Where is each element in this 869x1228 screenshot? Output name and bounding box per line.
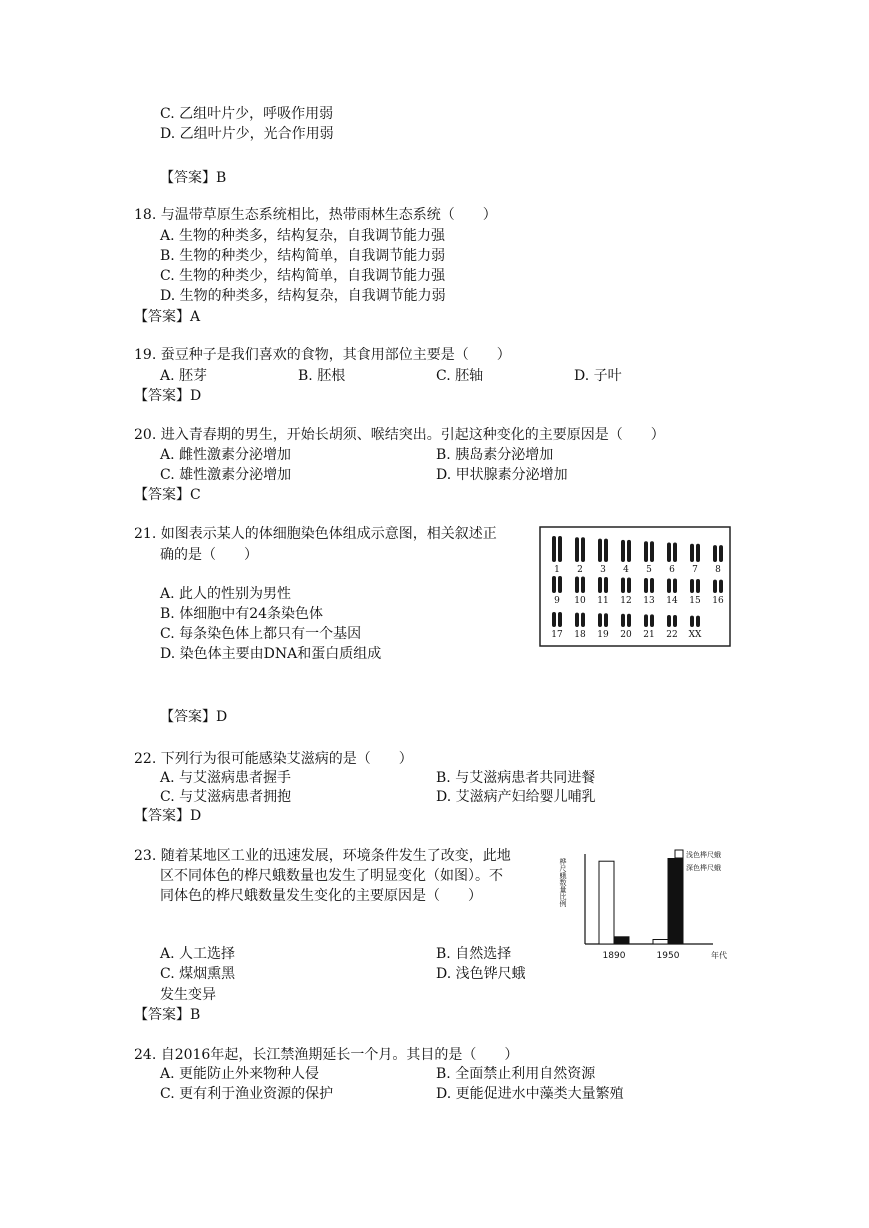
- q23-option-c: C. 煤烟熏黑: [160, 966, 236, 982]
- chromosome-label: 15: [689, 596, 701, 606]
- q18-option-b: B. 生物的种类少，结构简单，自我调节能力弱: [160, 248, 446, 264]
- q20-option-a: A. 雌性激素分泌增加: [160, 447, 292, 463]
- question-23-stem-line1: 23. 随着某地区工业的迅速发展，环境条件发生了改变，此地: [134, 848, 511, 864]
- q22-answer: 【答案】D: [134, 808, 202, 824]
- q18-option-d: D. 生物的种类多，结构复杂，自我调节能力弱: [160, 288, 446, 304]
- q24-option-a: A. 更能防止外来物种人侵: [160, 1066, 320, 1082]
- question-23-stem-line3: 同体色的桦尺蛾数量发生变化的主要原因是（ ）: [160, 888, 482, 904]
- answer: 【答案】B: [160, 170, 227, 186]
- q21-option-d: D. 染色体主要由DNA和蛋白质组成: [160, 646, 382, 662]
- q24-option-b: B. 全面禁止利用自然资源: [436, 1066, 596, 1082]
- question-18-stem: 18. 与温带草原生态系统相比，热带雨林生态系统（ ）: [134, 207, 497, 223]
- q19-option-a: A. 胚芽: [160, 368, 208, 384]
- q21-option-b: B. 体细胞中有24条染色体: [160, 606, 324, 622]
- chromosome-label: 18: [574, 630, 586, 640]
- q18-option-c: C. 生物的种类少，结构简单，自我调节能力强: [160, 268, 446, 284]
- chromosome-label: 17: [551, 630, 563, 640]
- chromosome-label: 12: [620, 596, 632, 606]
- chromosome-label: 8: [715, 565, 721, 575]
- q20-option-c: C. 雄性激素分泌增加: [160, 467, 292, 483]
- q22-option-b: B. 与艾滋病患者共同进餐: [436, 770, 596, 786]
- chromosome-label: 21: [643, 630, 655, 640]
- bar-1950-series-0: [653, 940, 668, 945]
- question-23-stem-line2: 区不同体色的桦尺蛾数量也发生了明显变化（如图）。不: [160, 868, 503, 884]
- q18-option-a: A. 生物的种类多，结构复杂，自我调节能力强: [160, 228, 446, 244]
- q18-answer: 【答案】A: [134, 309, 201, 325]
- q20-option-d: D. 甲状腺素分泌增加: [436, 467, 568, 483]
- chromosome-label: 14: [666, 596, 678, 606]
- q23-option-a: A. 人工选择: [160, 946, 236, 962]
- legend-label-1: 深色桦尺蛾: [686, 864, 721, 872]
- q22-option-a: A. 与艾滋病患者握手: [160, 770, 292, 786]
- q22-option-c: C. 与艾滋病患者拥抱: [160, 789, 292, 805]
- legend-label-0: 浅色桦尺蛾: [686, 851, 721, 859]
- question-19-stem: 19. 蚕豆种子是我们喜欢的食物，其食用部位主要是（ ）: [134, 347, 511, 363]
- bar-1890-series-0: [599, 861, 614, 944]
- q21-answer: 【答案】D: [160, 709, 228, 725]
- bar-1890-series-1: [614, 937, 629, 944]
- chromosome-label: 13: [643, 596, 655, 606]
- q21-option-a: A. 此人的性别为男性: [160, 586, 292, 602]
- chromosome-label: 5: [646, 565, 652, 575]
- chromosome-label: 7: [692, 565, 698, 575]
- x-tick-label: 1890: [602, 951, 626, 961]
- chromosome-label: XX: [688, 630, 702, 640]
- chromosome-label: 19: [597, 630, 609, 640]
- question-21-stem-line1: 21. 如图表示某人的体细胞染色体组成示意图，相关叙述正: [134, 526, 497, 542]
- q24-option-d: D. 更能促进水中藻类大量繁殖: [436, 1086, 624, 1102]
- chromosome-label: 1: [554, 565, 560, 575]
- x-axis-label: 年代: [711, 951, 727, 960]
- question-21-stem-line2: 确的是（ ）: [160, 547, 258, 563]
- moth-bar-chart: [555, 846, 735, 970]
- q20-option-b: B. 胰岛素分泌增加: [436, 447, 554, 463]
- q23-option-b: B. 自然选择: [436, 946, 512, 962]
- q19-answer: 【答案】D: [134, 388, 202, 404]
- question-20-stem: 20. 进入青春期的男生，开始长胡须、喉结突出。引起这种变化的主要原因是（ ）: [134, 427, 665, 443]
- q19-option-b: B. 胚根: [298, 368, 346, 384]
- question-22-stem: 22. 下列行为很可能感染艾滋病的是（ ）: [134, 751, 413, 767]
- chromosome-label: 10: [574, 596, 586, 606]
- q19-option-d: D. 子叶: [574, 368, 622, 384]
- chromosome-label: 22: [666, 630, 678, 640]
- x-tick-label: 1950: [656, 951, 680, 961]
- chromosome-label: 20: [620, 630, 632, 640]
- q21-option-c: C. 每条染色体上都只有一个基因: [160, 626, 362, 642]
- q22-option-d: D. 艾滋病产妇给婴儿哺乳: [436, 789, 596, 805]
- y-axis-label: 桦尺蛾数量比例: [559, 858, 567, 907]
- karyotype-svg: [539, 526, 731, 647]
- q23-option-d: D. 浅色铧尺蛾: [436, 966, 526, 982]
- q23-answer: 【答案】B: [134, 1007, 201, 1023]
- legend-swatch-0: [675, 850, 683, 858]
- q24-option-c: C. 更有利于渔业资源的保护: [160, 1086, 334, 1102]
- chromosome-label: 4: [623, 565, 629, 575]
- legend-swatch-1: [675, 863, 683, 871]
- q19-option-c: C. 胚轴: [436, 368, 484, 384]
- chromosome-label: 9: [554, 596, 560, 606]
- option-d: D. 乙组叶片少，光合作用弱: [160, 126, 334, 142]
- chromosome-label: 16: [712, 596, 724, 606]
- karyotype-figure: [539, 526, 731, 647]
- option-c: C. 乙组叶片少，呼吸作用弱: [160, 106, 334, 122]
- karyotype-frame: [540, 527, 730, 646]
- q20-answer: 【答案】C: [134, 487, 201, 503]
- q23-option-d-cont: 发生变异: [160, 987, 216, 1003]
- chromosome-label: 6: [669, 565, 675, 575]
- question-24-stem: 24. 自2016年起，长江禁渔期延长一个月。其目的是（ ）: [134, 1047, 519, 1063]
- chromosome-label: 3: [600, 565, 606, 575]
- chromosome-label: 2: [577, 565, 583, 575]
- chromosome-label: 11: [597, 596, 609, 606]
- moth-chart-svg: [555, 846, 735, 970]
